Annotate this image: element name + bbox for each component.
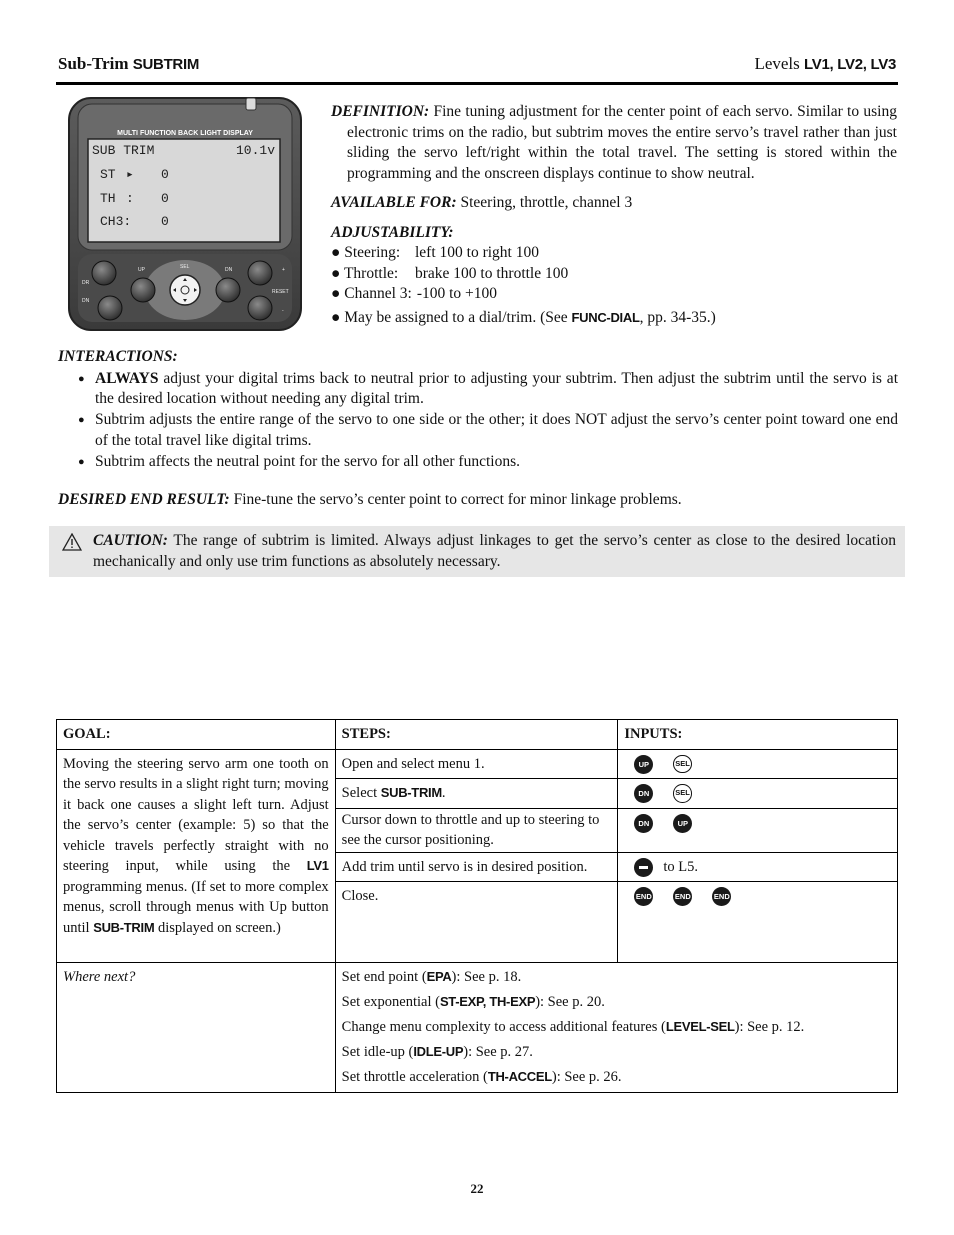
svg-text:+: + — [282, 267, 285, 273]
svg-text:DN: DN — [225, 267, 233, 273]
page-number: 22 — [470, 1181, 484, 1196]
goal-cell: Moving the steering servo arm one tooth on the servo results in a slight right turn; moving it back one causes a slight left turn. Adjust the servo’s center (example: 5) so that the vehicle travels perfectly straight with no steering input, while using the LV1 programming menus. (If set to more complex menus, scroll through menus with Up button until SUB-TRIM displayed on screen.) — [57, 749, 336, 963]
lcd-row-marker: ▸ — [126, 167, 134, 182]
desired-label: DESIRED END RESULT: — [58, 491, 230, 508]
lcd-row-value: 0 — [161, 214, 169, 229]
where-next-label: Where next? — [57, 963, 336, 1093]
table-header-row — [57, 720, 898, 750]
svg-text:UP: UP — [138, 267, 145, 273]
lcd-title: SUB TRIM — [92, 143, 155, 158]
dn-button-icon: DN — [634, 814, 653, 833]
available-text: Steering, throttle, channel 3 — [460, 194, 633, 211]
adjustability-row: ● Channel 3: -100 to +100 — [331, 285, 498, 302]
end-button — [216, 278, 240, 302]
transmitter-display-illustration — [68, 96, 302, 332]
warning-icon — [62, 533, 82, 551]
svg-text:DR: DR — [82, 280, 90, 286]
step-cell: Close. — [335, 882, 618, 963]
interactions-list — [58, 369, 898, 473]
step-cell: Cursor down to throttle and up to steering to see the cursor positioning. — [335, 808, 618, 852]
where-next-item: Change menu complexity to access additional features (LEVEL-SEL): See p. 12. — [341, 1019, 805, 1035]
header-inputs: INPUTS: — [618, 720, 898, 750]
steps-table — [56, 719, 898, 1093]
lcd-row-label: TH — [100, 191, 116, 206]
list-item: ● ALWAYS adjust your digital trims back to neutral prior to adjusting your subtrim. Then adjust the subtrim until the servo is at the desired location without needing any digital trim. — [58, 369, 898, 410]
header-divider — [56, 82, 898, 85]
sel-button-icon: SEL — [673, 784, 692, 803]
levels-label — [754, 54, 896, 74]
adjustability-row: ● Steering: left 100 to right 100 — [331, 244, 539, 261]
lcd-row-value: 0 — [161, 167, 169, 182]
interactions-section — [58, 347, 898, 473]
dn-button — [98, 296, 122, 320]
up-button — [131, 278, 155, 302]
lcd-row-value: 0 — [161, 191, 169, 206]
adjustability-row: ● Throttle: brake 100 to throttle 100 — [331, 264, 569, 282]
desired-text: Fine-tune the servo’s center point to correct for minor linkage problems. — [229, 491, 682, 508]
caution-box — [49, 526, 905, 577]
lcd-row-label: CH3: — [100, 214, 132, 229]
svg-text:RESET: RESET — [272, 289, 289, 295]
minus-button-icon — [634, 858, 653, 877]
where-next-item: Set throttle acceleration (TH-ACCEL): See p. 26. — [341, 1069, 622, 1085]
available-label: AVAILABLE FOR: — [331, 194, 457, 211]
svg-text:DN: DN — [82, 298, 90, 304]
input-cell — [618, 882, 898, 963]
up-button-icon: UP — [673, 814, 692, 833]
interactions-label: INTERACTIONS: — [58, 348, 178, 365]
levels-code: LV1, LV2, LV3 — [804, 56, 896, 73]
step-cell: Open and select menu 1. — [335, 749, 618, 779]
desired-result — [58, 491, 898, 509]
header-goal: GOAL: — [57, 720, 336, 750]
svg-text:-: - — [282, 308, 284, 314]
where-next-item: Set exponential (ST-EXP, TH-EXP): See p. 20. — [341, 994, 605, 1010]
page-title — [58, 54, 199, 74]
definition-label: DEFINITION: — [331, 103, 430, 120]
available-paragraph — [331, 193, 897, 214]
title-code: SUBTRIM — [132, 56, 200, 73]
where-next-item: Set end point (EPA): See p. 18. — [341, 969, 522, 985]
end-button-icon: END — [712, 887, 731, 906]
where-next-item: Set idle-up (IDLE-UP): See p. 27. — [341, 1044, 533, 1060]
dr-button — [92, 261, 116, 285]
step-cell: Select SUB-TRIM. — [335, 779, 618, 809]
definition-paragraph — [331, 102, 897, 184]
input-cell — [618, 749, 898, 779]
assign-note: ● May be assigned to a dial/trim. (See FUNC-DIAL, pp. 34-35.) — [331, 308, 716, 326]
table-row — [57, 749, 898, 779]
input-cell — [618, 779, 898, 809]
end-button-icon: END — [634, 887, 653, 906]
sel-button-icon: SEL — [673, 755, 692, 774]
dn-button-icon: DN — [634, 784, 653, 803]
title-prefix: Sub-Trim — [58, 54, 129, 73]
table-row — [57, 963, 898, 1093]
header-steps: STEPS: — [335, 720, 618, 750]
definition-text: Fine tuning adjustment for the center point of each servo. Similar to using electronic trims on the radio, but subtrim moves the entire servo’s travel rather than just sliding the servo left/right within the total travel. The setting is stored within the programming and the onscreen displays continue to show neutral. — [347, 103, 897, 182]
definition-section — [331, 102, 897, 328]
svg-text:SEL: SEL — [180, 264, 190, 270]
minus-button — [248, 296, 272, 320]
where-next-links — [335, 963, 897, 1093]
step-cell: Add trim until servo is in desired position. — [335, 852, 618, 882]
input-cell — [618, 808, 898, 852]
lcd-row-marker: : — [126, 191, 134, 206]
device-top-bar: MULTI FUNCTION BACK LIGHT DISPLAY — [117, 130, 253, 137]
lcd-row-label: ST — [100, 167, 116, 182]
list-item: ● Subtrim adjusts the entire range of the servo to one side or the other; it does NOT adjust the servo’s center point toward one end of the total travel like digital trims. — [58, 410, 898, 451]
up-button-icon: UP — [634, 755, 653, 774]
plus-button — [248, 261, 272, 285]
list-item: ● Subtrim affects the neutral point for the servo for all other functions. — [58, 452, 898, 473]
levels-prefix: Levels — [754, 54, 800, 73]
input-cell: to L5. — [618, 852, 898, 882]
lcd-voltage: 10.1v — [235, 143, 275, 158]
caution-text: CAUTION: The range of subtrim is limited. Always adjust linkages to get the servo’s center as close to the desired location mechanically and only use trim functions as absolutely necessary. — [93, 532, 896, 570]
adjustability-label: ADJUSTABILITY: — [331, 223, 454, 241]
end-button-icon: END — [673, 887, 692, 906]
indicator-tab — [246, 98, 256, 110]
